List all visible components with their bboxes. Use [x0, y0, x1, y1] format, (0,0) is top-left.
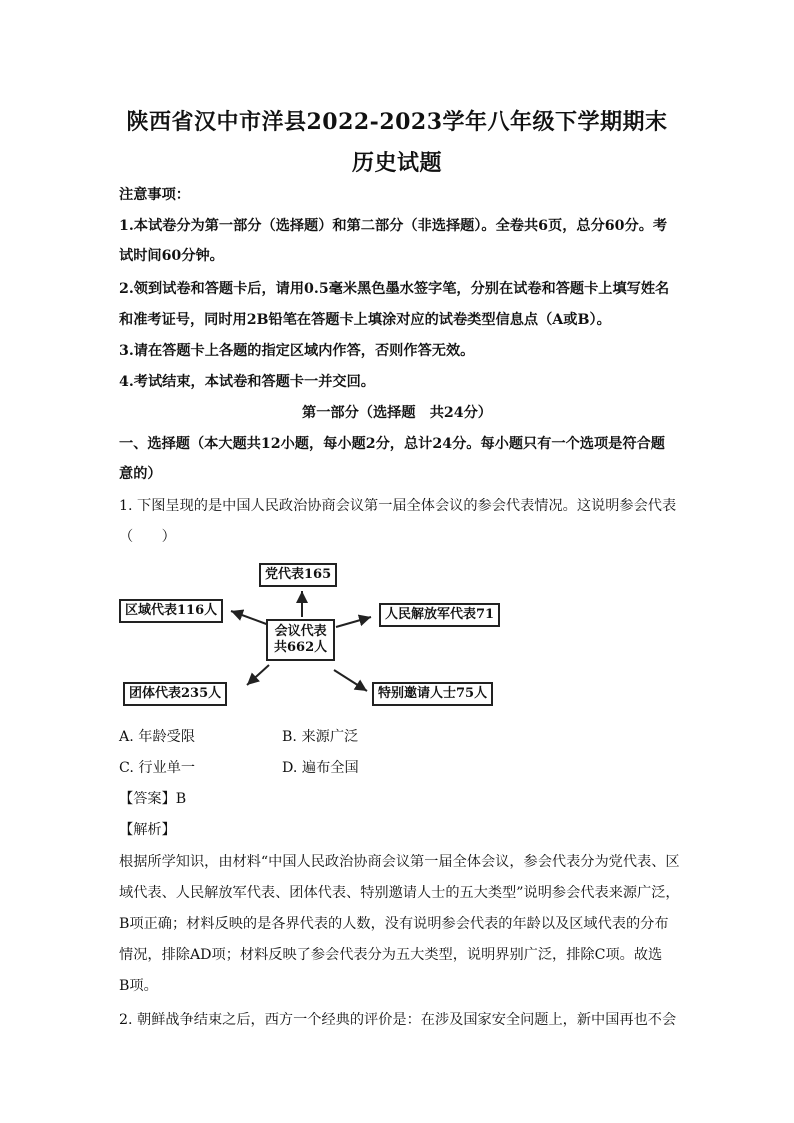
part-heading: 第一部分（选择题 共24分） [302, 405, 492, 421]
document-title: 陕西省汉中市洋县2022-2023学年八年级下学期期末 [126, 109, 668, 135]
box-group-delegates: 团体代表235人 [123, 682, 227, 706]
box-pla-delegates: 人民解放军代表71 [379, 603, 500, 627]
box-regional-delegates: 区域代表116人 [119, 599, 223, 623]
notice-item-1a: 1.本试卷分为第一部分（选择题）和第二部分（非选择题）。全卷共6页，总分60分。考 [119, 218, 668, 234]
question-2-stem: 2. 朝鲜战争结束之后，西方一个经典的评价是：在涉及国家安全问题上，新中国再也不会 [119, 1012, 677, 1028]
notice-item-2b: 和准考证号，同时用2B铅笔在答题卡上填涂对应的试卷类型信息点（A或B）。 [119, 312, 611, 328]
section-heading-a: 一、选择题（本大题共12小题，每小题2分，总计24分。每小题只有一个选项是符合题 [119, 436, 665, 452]
option-b: B. 来源广泛 [282, 729, 359, 745]
section-heading-b: 意的） [119, 466, 162, 482]
center-total: 共662人 [274, 640, 328, 655]
option-c: C. 行业单一 [119, 760, 196, 776]
arrow-right-bottom [334, 670, 367, 691]
answer-label: 【答案】B [119, 791, 187, 807]
box-center-total [266, 619, 335, 661]
arrow-right-top [336, 617, 371, 627]
center-label: 会议代表 [274, 624, 327, 639]
option-d: D. 遍布全国 [282, 760, 359, 776]
option-a: A. 年龄受限 [119, 729, 196, 745]
box-party-delegates: 党代表165 [259, 563, 337, 587]
document-subtitle: 历史试题 [351, 150, 442, 176]
notice-item-3: 3.请在答题卡上各题的指定区域内作答，否则作答无效。 [119, 343, 475, 359]
question-1-stem-a: 1. 下图呈现的是中国人民政治协商会议第一届全体会议的参会代表情况。这说明参会代表 [119, 498, 677, 514]
analysis-line-1: 根据所学知识，由材料“中国人民政治协商会议第一届全体会议，参会代表分为党代表、区 [119, 854, 680, 870]
notice-item-2a: 2.领到试卷和答题卡后，请用0.5毫米黑色墨水签字笔，分别在试卷和答题卡上填写姓名 [119, 281, 670, 297]
analysis-line-4: 情况，排除AD项；材料反映了参会代表分为五大类型，说明界别广泛，排除C项。故选 [119, 947, 663, 963]
arrow-left-bottom [247, 665, 269, 685]
notice-item-1b: 试时间60分钟。 [119, 248, 224, 264]
analysis-line-3: B项正确；材料反映的是各界代表的人数，没有说明参会代表的年龄以及区域代表的分布 [119, 916, 669, 932]
notice-heading: 注意事项： [119, 187, 190, 203]
notice-item-4: 4.考试结束，本试卷和答题卡一并交回。 [119, 374, 375, 390]
arrow-left-top [231, 611, 269, 625]
box-special-invitees: 特别邀请人士75人 [372, 682, 493, 706]
analysis-line-2: 域代表、人民解放军代表、团体代表、特别邀请人士的五大类型”说明参会代表来源广泛， [119, 885, 680, 901]
delegates-diagram [119, 555, 519, 717]
analysis-line-5: B项。 [119, 978, 158, 994]
analysis-heading: 【解析】 [119, 822, 176, 838]
question-1-stem-b: （ ） [119, 529, 176, 545]
